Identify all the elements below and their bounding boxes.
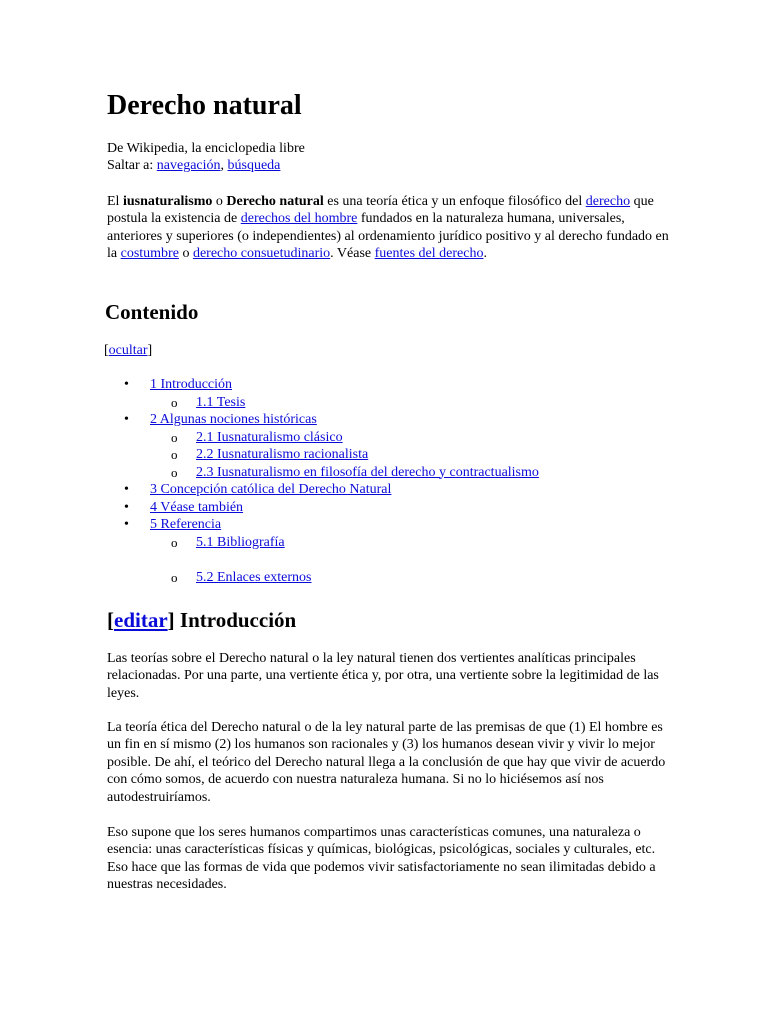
bullet-icon: • — [124, 377, 129, 392]
toc-item — [107, 464, 667, 482]
circle-bullet-icon: o — [171, 569, 178, 585]
toc-link-concepcion-catolica[interactable]: 3 Concepción católica del Derecho Natural — [150, 482, 392, 497]
intro-text: . — [483, 246, 487, 262]
body-paragraph: Las teorías sobre el Derecho natural o la ley natural tienen dos vertientes analíticas principales relacionadas. Por una parte, una vertiente ética y, por otra, una vertiente sobre la legitimidad de las leyes. — [107, 651, 659, 701]
link-costumbre[interactable]: costumbre — [120, 246, 179, 262]
toc-hide-link[interactable]: ocultar — [108, 343, 148, 358]
circle-bullet-icon: o — [171, 447, 178, 462]
toc-bracket-open: [ — [104, 343, 109, 358]
toc-bracket-close: ] — [147, 343, 153, 358]
toc-item — [107, 394, 667, 412]
intro-text: . Véase — [330, 246, 375, 262]
edit-bracket-close: ] — [167, 608, 175, 632]
toc-item — [107, 499, 667, 517]
toc-item — [107, 429, 667, 447]
bullet-icon: • — [124, 517, 129, 532]
body-paragraph: La teoría ética del Derecho natural o de la ley natural parte de las premisas de que (1) El hombre es un fin en sí mismo (2) los humanos son racionales y (3) los humanos desean vivir y vivir lo mejor posible. De ahí, el teórico del Derecho natural llega a la conclusión de que hay que vivir de acuerdo con cómo somos, de acuerdo con nuestra naturaleza humana. Si no lo hiciésemos así nos autodestruiríamos. — [107, 720, 666, 805]
jump-separator: , — [220, 158, 228, 173]
intro-paragraph — [107, 193, 669, 263]
jump-prefix: Saltar a: — [107, 158, 157, 173]
intro-text: o — [178, 246, 193, 262]
toc-item — [107, 376, 667, 394]
toc-toggle — [104, 342, 152, 359]
bullet-icon: • — [124, 499, 129, 515]
jump-search-link[interactable]: búsqueda — [227, 158, 281, 173]
article-meta — [107, 140, 305, 174]
link-fuentes-del-derecho[interactable]: fuentes del derecho — [374, 246, 484, 262]
intro-term-iusnaturalismo: iusnaturalismo — [122, 194, 213, 209]
intro-text: o — [212, 194, 227, 209]
edit-bracket-open: [ — [107, 608, 114, 632]
toc-item — [107, 569, 667, 587]
source-line: De Wikipedia, la enciclopedia libre — [107, 141, 305, 156]
toc-link-bibliografia[interactable]: 5.1 Bibliografía — [196, 534, 285, 550]
intro-text: fundados en la naturaleza humana, universales, anteriores y superiores (o independientes) al ordenamiento jurídico positivo y al derecho fundado en la — [107, 211, 669, 262]
link-derecho[interactable]: derecho — [585, 194, 631, 209]
body-paragraph: Eso supone que los seres humanos compartimos unas características comunes, una naturaleza o esencia: unas características físicas y químicas, biológicas, psicológicas, sociales y culturales, etc. Eso hace que las formas de vida que podemos vivir satisfactoriamente no sean ilimitadas debido a nuestras necesidades. — [107, 825, 656, 893]
toc-link-tesis[interactable]: 1.1 Tesis — [196, 394, 246, 410]
bullet-icon: • — [124, 482, 129, 497]
page-title: Derecho natural — [107, 90, 302, 121]
toc-link-enlaces-externos[interactable]: 5.2 Enlaces externos — [196, 569, 312, 585]
toc-item — [107, 411, 667, 429]
toc-item — [107, 481, 667, 499]
section-heading-introduccion — [107, 606, 296, 634]
circle-bullet-icon: o — [171, 534, 178, 550]
toc-link-referencia[interactable]: 5 Referencia — [150, 517, 222, 532]
link-derechos-del-hombre[interactable]: derechos del hombre — [240, 211, 358, 227]
bullet-icon: • — [124, 412, 129, 427]
table-of-contents — [107, 376, 667, 586]
toc-item — [107, 534, 667, 552]
circle-bullet-icon: o — [171, 394, 178, 410]
toc-link-vease-tambien[interactable]: 4 Véase también — [150, 499, 244, 515]
section-title: Introducción — [174, 608, 297, 632]
intro-text: El — [107, 194, 123, 209]
toc-link-nociones-historicas[interactable]: 2 Algunas nociones históricas — [150, 412, 317, 427]
intro-text: es una teoría ética y un enfoque filosófico del — [323, 194, 586, 209]
intro-text: que postula la existencia de — [107, 194, 654, 227]
toc-link-introduccion[interactable]: 1 Introducción — [150, 377, 233, 392]
jump-links — [107, 157, 305, 174]
circle-bullet-icon: o — [171, 464, 178, 480]
circle-bullet-icon: o — [171, 429, 178, 445]
toc-link-iusnaturalismo-racionalista[interactable]: 2.2 Iusnaturalismo racionalista — [196, 447, 369, 462]
toc-item — [107, 516, 667, 534]
toc-title: Contenido — [105, 300, 199, 324]
toc-link-iusnaturalismo-clasico[interactable]: 2.1 Iusnaturalismo clásico — [196, 429, 343, 445]
edit-section-link[interactable]: editar — [114, 608, 168, 632]
toc-item — [107, 446, 667, 464]
toc-spacer — [107, 551, 667, 569]
link-derecho-consuetudinario[interactable]: derecho consuetudinario — [192, 246, 331, 262]
toc-link-filosofia-contractualismo[interactable]: 2.3 Iusnaturalismo en filosofía del derecho y contractualismo — [196, 464, 539, 480]
intro-term-derecho-natural: Derecho natural — [226, 194, 324, 209]
jump-navigation-link[interactable]: navegación — [156, 158, 221, 173]
